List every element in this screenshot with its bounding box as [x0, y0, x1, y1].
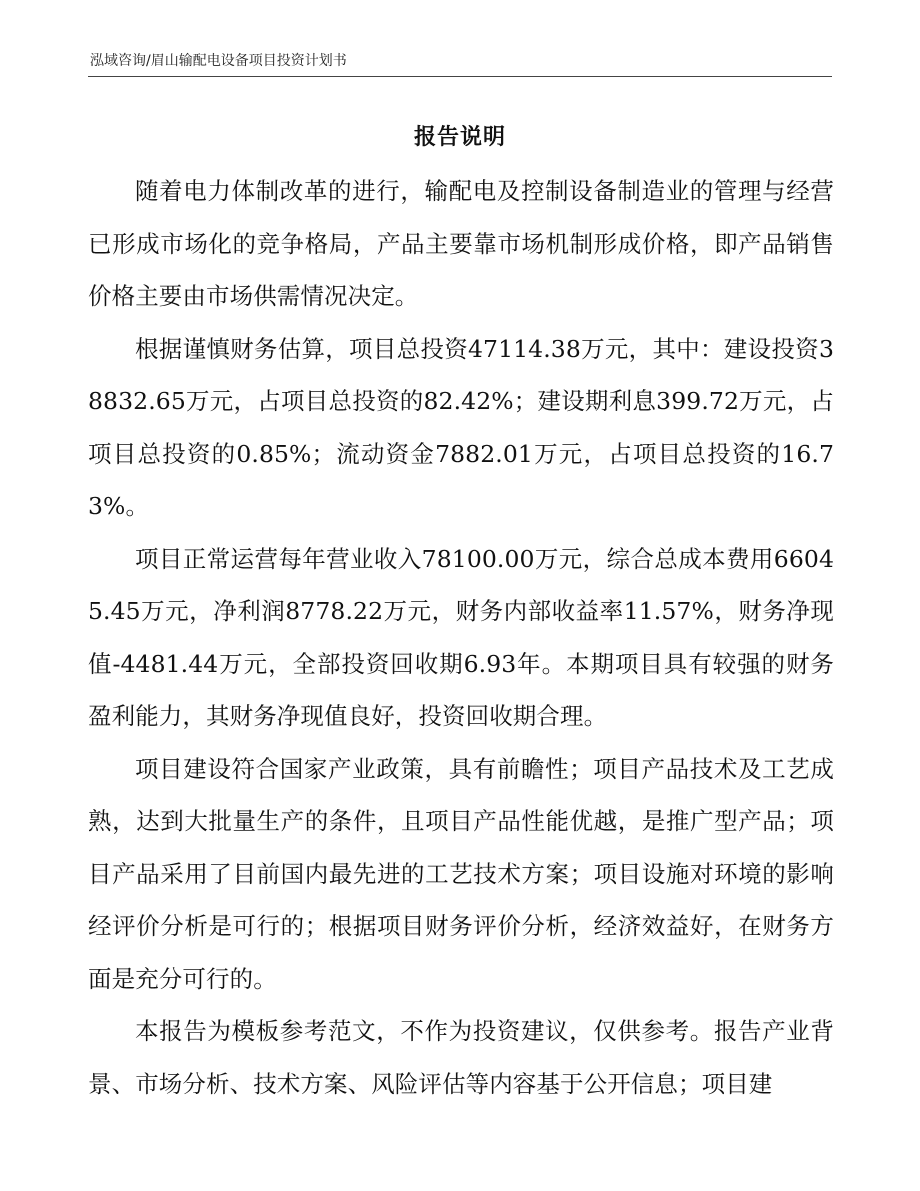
paragraph-market-pricing: 随着电力体制改革的进行，输配电及控制设备制造业的管理与经营已形成市场化的竞争格局，产品主要靠市场机制形成价格，即产品销售价格主要由市场供需情况决定。 [88, 177, 834, 310]
paragraph-investment-estimate: 根据谨慎财务估算，项目总投资47114.38万元，其中：建设投资38832.65万元，占项目总投资的82.42%；建设期利息399.72万元，占项目总投资的0.85%；流动资金7882.01万元，占项目总投资的16.73%。 [88, 334, 834, 520]
paragraph-disclaimer: 本报告为模板参考范文，不作为投资建议，仅供参考。报告产业背景、市场分析、技术方案、风险评估等内容基于公开信息；项目建 [88, 1017, 834, 1098]
document-body [88, 165, 834, 1110]
section-title: 报告说明 [413, 125, 506, 150]
paragraph-feasibility: 项目建设符合国家产业政策，具有前瞻性；项目产品技术及工艺成熟，达到大批量生产的条件，且项目产品性能优越，是推广型产品；项目产品采用了目前国内最先进的工艺技术方案；项目设施对环境的影响经评价分析是可行的；根据项目财务评价分析，经济效益好，在财务方面是充分可行的。 [88, 754, 834, 993]
paragraph-operating-revenue: 项目正常运营每年营业收入78100.00万元，综合总成本费用66045.45万元，净利润8778.22万元，财务内部收益率11.57%，财务净现值-4481.44万元，全部投资回收期6.93年。本期项目具有较强的财务盈利能力，其财务净现值良好，投资回收期合理。 [88, 544, 834, 730]
running-header: 泓域咨询/眉山输配电设备项目投资计划书 [90, 53, 347, 69]
header-divider [88, 76, 832, 77]
